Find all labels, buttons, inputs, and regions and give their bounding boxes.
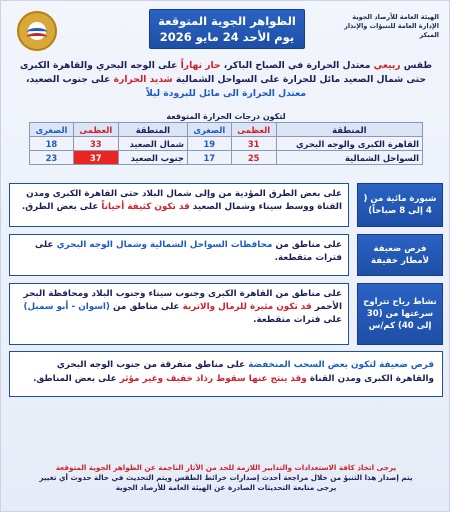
table-row: القاهرة الكبرى والوجه البحري 31 19 شمال الصعيد 33 18 <box>30 137 423 151</box>
fog-section <box>9 183 443 227</box>
title-box <box>149 9 305 49</box>
header <box>9 7 443 55</box>
fog-text: على بعض الطرق المؤدية من وإلى شمال البلاد حتى القاهرة الكبرى ومدن القناة ووسط سيناء وشمال الصعيد قد تكون كثيفة أحياناً على بعض الطرق. <box>9 183 349 227</box>
footer-notes: يرجى اتخاذ كافة الاستعدادات والتدابير اللازمة للحد من الآثار الناجمة عن الظواهر الجوية المتوقعة يتم إصدار هذا التنبؤ من خلال مراجعة أحدث إصدارات خرائط الطقس ويتم التحديث في حالة حدوث أي تغيير يرجى متابعة التحديثات الصادرة عن الهيئة العامة للأرصاد الجوية <box>39 463 413 492</box>
wind-label: نشاط رياح تتراوح سرعتها من (30 إلى 40) كم/س <box>357 283 443 345</box>
weather-summary: طقس ربيعي معتدل الحرارة في الصباح الباكر، حار نهاراً على الوجه البحري والقاهرة الكبرى حتى شمال الصعيد مائل للحرارة على السواحل الشمالية شديد الحرارة على جنوب الصعيد، معتدل الحرارة الى مائل للبرودة ليلاً <box>19 60 433 99</box>
table-subtitle: لتكون درجات الحرارة المتوقعة <box>166 112 286 121</box>
rain-label: فرص ضعيفة لأمطار خفيفة <box>357 234 443 276</box>
fog-label: شبورة مائية من ( 4 إلى 8 صباحاً) <box>357 183 443 227</box>
agency-name: الهيئة العامة للأرصاد الجوية الإدارة العامة للتنبؤات والإنذار المبكر <box>344 13 439 39</box>
clouds-section: فرص ضعيفة لتكون بعض السحب المنخفضة على مناطق متفرقة من جنوب الوجه البحري والقاهرة الكبرى ومدن القناة وقد ينتج عنها سقوط رذاذ خفيف وغير مؤثر على بعض المناطق. <box>9 351 443 397</box>
table-header-row: المنطقة العظمى الصغرى المنطقة العظمى الصغرى <box>30 123 423 137</box>
wind-text: على مناطق من القاهرة الكبرى وجنوب سيناء وجنوب البلاد ومحافظة البحر الأحمر قد تكون مثيرة للرمال والاتربة على مناطق من (اسوان - أبو سمبل) على فترات متقطعة. <box>9 283 349 345</box>
rain-text: على مناطق من محافظات السواحل الشمالية وشمال الوجه البحري على فترات متقطعة. <box>9 234 349 276</box>
ema-logo-icon <box>17 11 57 51</box>
temperature-table <box>29 122 423 165</box>
wind-section <box>9 283 443 345</box>
table-row: السواحل الشمالية 25 17 جنوب الصعيد 37 23 <box>30 151 423 165</box>
page-date: يوم الأحد 24 مايو 2026 <box>159 30 295 44</box>
rain-section <box>9 234 443 276</box>
page-title: الظواهر الجوية المتوقعة <box>158 14 296 28</box>
